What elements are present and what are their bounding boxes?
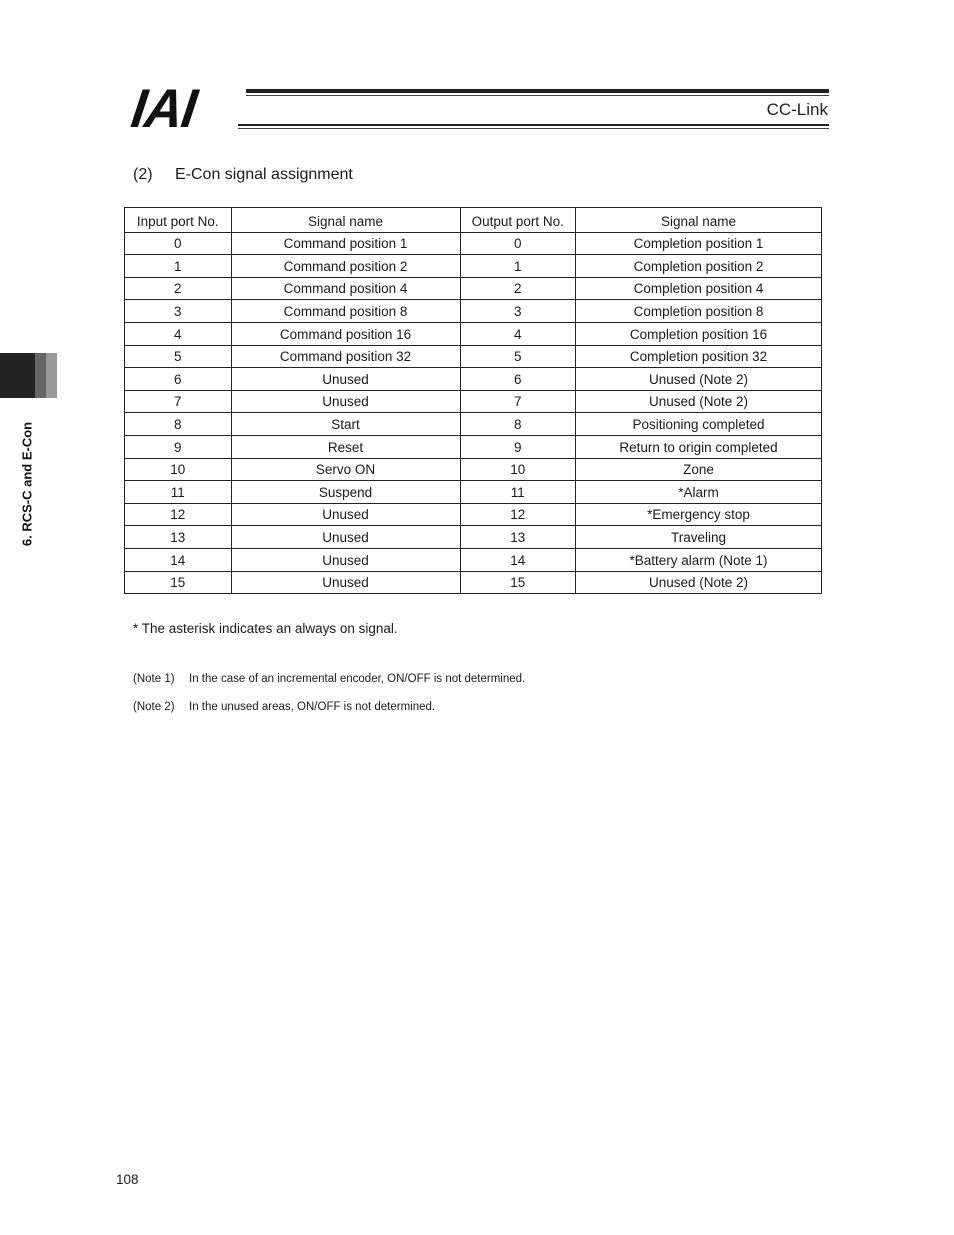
input-signal-cell: Unused xyxy=(231,526,460,549)
output-port-cell: 0 xyxy=(460,232,576,255)
input-port-cell: 3 xyxy=(125,300,232,323)
header-output-signal: Signal name xyxy=(576,208,822,233)
table-row xyxy=(125,368,822,391)
table-row xyxy=(125,413,822,436)
input-port-cell: 12 xyxy=(125,503,232,526)
input-signal-cell: Start xyxy=(231,413,460,436)
header-brand: CC-Link xyxy=(766,100,828,119)
output-signal-cell: Unused (Note 2) xyxy=(576,571,822,594)
input-signal-cell: Unused xyxy=(231,503,460,526)
output-port-cell: 12 xyxy=(460,503,576,526)
input-port-cell: 0 xyxy=(125,232,232,255)
input-signal-cell: Command position 8 xyxy=(231,300,460,323)
output-port-cell: 14 xyxy=(460,548,576,571)
output-signal-cell: Unused (Note 2) xyxy=(576,368,822,391)
output-signal-cell: Completion position 1 xyxy=(576,232,822,255)
input-signal-cell: Reset xyxy=(231,435,460,458)
output-port-cell: 3 xyxy=(460,300,576,323)
input-signal-cell: Command position 2 xyxy=(231,255,460,278)
input-port-cell: 10 xyxy=(125,458,232,481)
input-port-cell: 1 xyxy=(125,255,232,278)
output-signal-cell: Positioning completed xyxy=(576,413,822,436)
input-port-cell: 13 xyxy=(125,526,232,549)
input-port-cell: 5 xyxy=(125,345,232,368)
input-port-cell: 14 xyxy=(125,548,232,571)
table-row xyxy=(125,503,822,526)
output-port-cell: 13 xyxy=(460,526,576,549)
output-signal-cell: Completion position 2 xyxy=(576,255,822,278)
output-signal-cell: Return to origin completed xyxy=(576,435,822,458)
output-signal-cell: Completion position 4 xyxy=(576,277,822,300)
table-row xyxy=(125,458,822,481)
chapter-tab-dark xyxy=(0,353,35,398)
header-rule-top xyxy=(246,89,829,93)
output-port-cell: 2 xyxy=(460,277,576,300)
input-port-cell: 6 xyxy=(125,368,232,391)
output-signal-cell: Traveling xyxy=(576,526,822,549)
output-signal-cell: Zone xyxy=(576,458,822,481)
output-port-cell: 1 xyxy=(460,255,576,278)
input-signal-cell: Command position 4 xyxy=(231,277,460,300)
output-signal-cell: *Battery alarm (Note 1) xyxy=(576,548,822,571)
table-row xyxy=(125,300,822,323)
output-port-cell: 5 xyxy=(460,345,576,368)
input-signal-cell: Command position 16 xyxy=(231,322,460,345)
chapter-tab-light xyxy=(46,353,57,398)
table-row xyxy=(125,255,822,278)
signal-assignment-table xyxy=(124,207,822,594)
table-row xyxy=(125,571,822,594)
table-row xyxy=(125,435,822,458)
output-signal-cell: Completion position 16 xyxy=(576,322,822,345)
input-port-cell: 11 xyxy=(125,481,232,504)
input-signal-cell: Unused xyxy=(231,571,460,594)
output-signal-cell: *Emergency stop xyxy=(576,503,822,526)
table-header-row xyxy=(125,208,822,233)
input-signal-cell: Unused xyxy=(231,390,460,413)
input-port-cell: 7 xyxy=(125,390,232,413)
input-port-cell: 15 xyxy=(125,571,232,594)
output-port-cell: 4 xyxy=(460,322,576,345)
input-port-cell: 2 xyxy=(125,277,232,300)
input-signal-cell: Command position 32 xyxy=(231,345,460,368)
note-2-tag: (Note 2) xyxy=(133,701,175,713)
iai-logo: IAI xyxy=(127,78,200,140)
header-rule-top-thin xyxy=(246,95,829,96)
input-signal-cell: Unused xyxy=(231,548,460,571)
output-port-cell: 6 xyxy=(460,368,576,391)
header-input-signal: Signal name xyxy=(231,208,460,233)
input-port-cell: 9 xyxy=(125,435,232,458)
chapter-side-label: 6. RCS-C and E-Con xyxy=(19,421,35,547)
input-signal-cell: Servo ON xyxy=(231,458,460,481)
output-signal-cell: Completion position 32 xyxy=(576,345,822,368)
table-row xyxy=(125,322,822,345)
input-signal-cell: Suspend xyxy=(231,481,460,504)
output-port-cell: 11 xyxy=(460,481,576,504)
chapter-tab-mid xyxy=(35,353,46,398)
header-input-port: Input port No. xyxy=(125,208,232,233)
output-signal-cell: *Alarm xyxy=(576,481,822,504)
input-port-cell: 8 xyxy=(125,413,232,436)
output-port-cell: 9 xyxy=(460,435,576,458)
input-port-cell: 4 xyxy=(125,322,232,345)
table-row xyxy=(125,232,822,255)
output-port-cell: 8 xyxy=(460,413,576,436)
input-signal-cell: Command position 1 xyxy=(231,232,460,255)
table-body xyxy=(125,232,822,594)
output-signal-cell: Unused (Note 2) xyxy=(576,390,822,413)
note-1-text: In the case of an incremental encoder, ON/OFF is not determined. xyxy=(189,673,526,685)
note-2-text: In the unused areas, ON/OFF is not determined. xyxy=(189,701,436,713)
output-port-cell: 10 xyxy=(460,458,576,481)
table-row xyxy=(125,277,822,300)
note-2 xyxy=(133,701,435,713)
note-1-tag: (Note 1) xyxy=(133,673,175,685)
output-port-cell: 7 xyxy=(460,390,576,413)
table-row xyxy=(125,548,822,571)
table-row xyxy=(125,526,822,549)
table-row xyxy=(125,481,822,504)
input-signal-cell: Unused xyxy=(231,368,460,391)
header-output-port: Output port No. xyxy=(460,208,576,233)
header-rule-bottom-thin xyxy=(238,128,829,129)
table-row xyxy=(125,390,822,413)
output-port-cell: 15 xyxy=(460,571,576,594)
table-row xyxy=(125,345,822,368)
note-1 xyxy=(133,673,525,685)
page-number: 108 xyxy=(116,1172,139,1187)
output-signal-cell: Completion position 8 xyxy=(576,300,822,323)
asterisk-footnote: * The asterisk indicates an always on signal. xyxy=(133,621,398,636)
section-title xyxy=(133,166,353,184)
section-number: (2) xyxy=(133,166,153,183)
header-rule-bottom xyxy=(238,124,829,126)
section-title-text: E-Con signal assignment xyxy=(175,166,353,183)
